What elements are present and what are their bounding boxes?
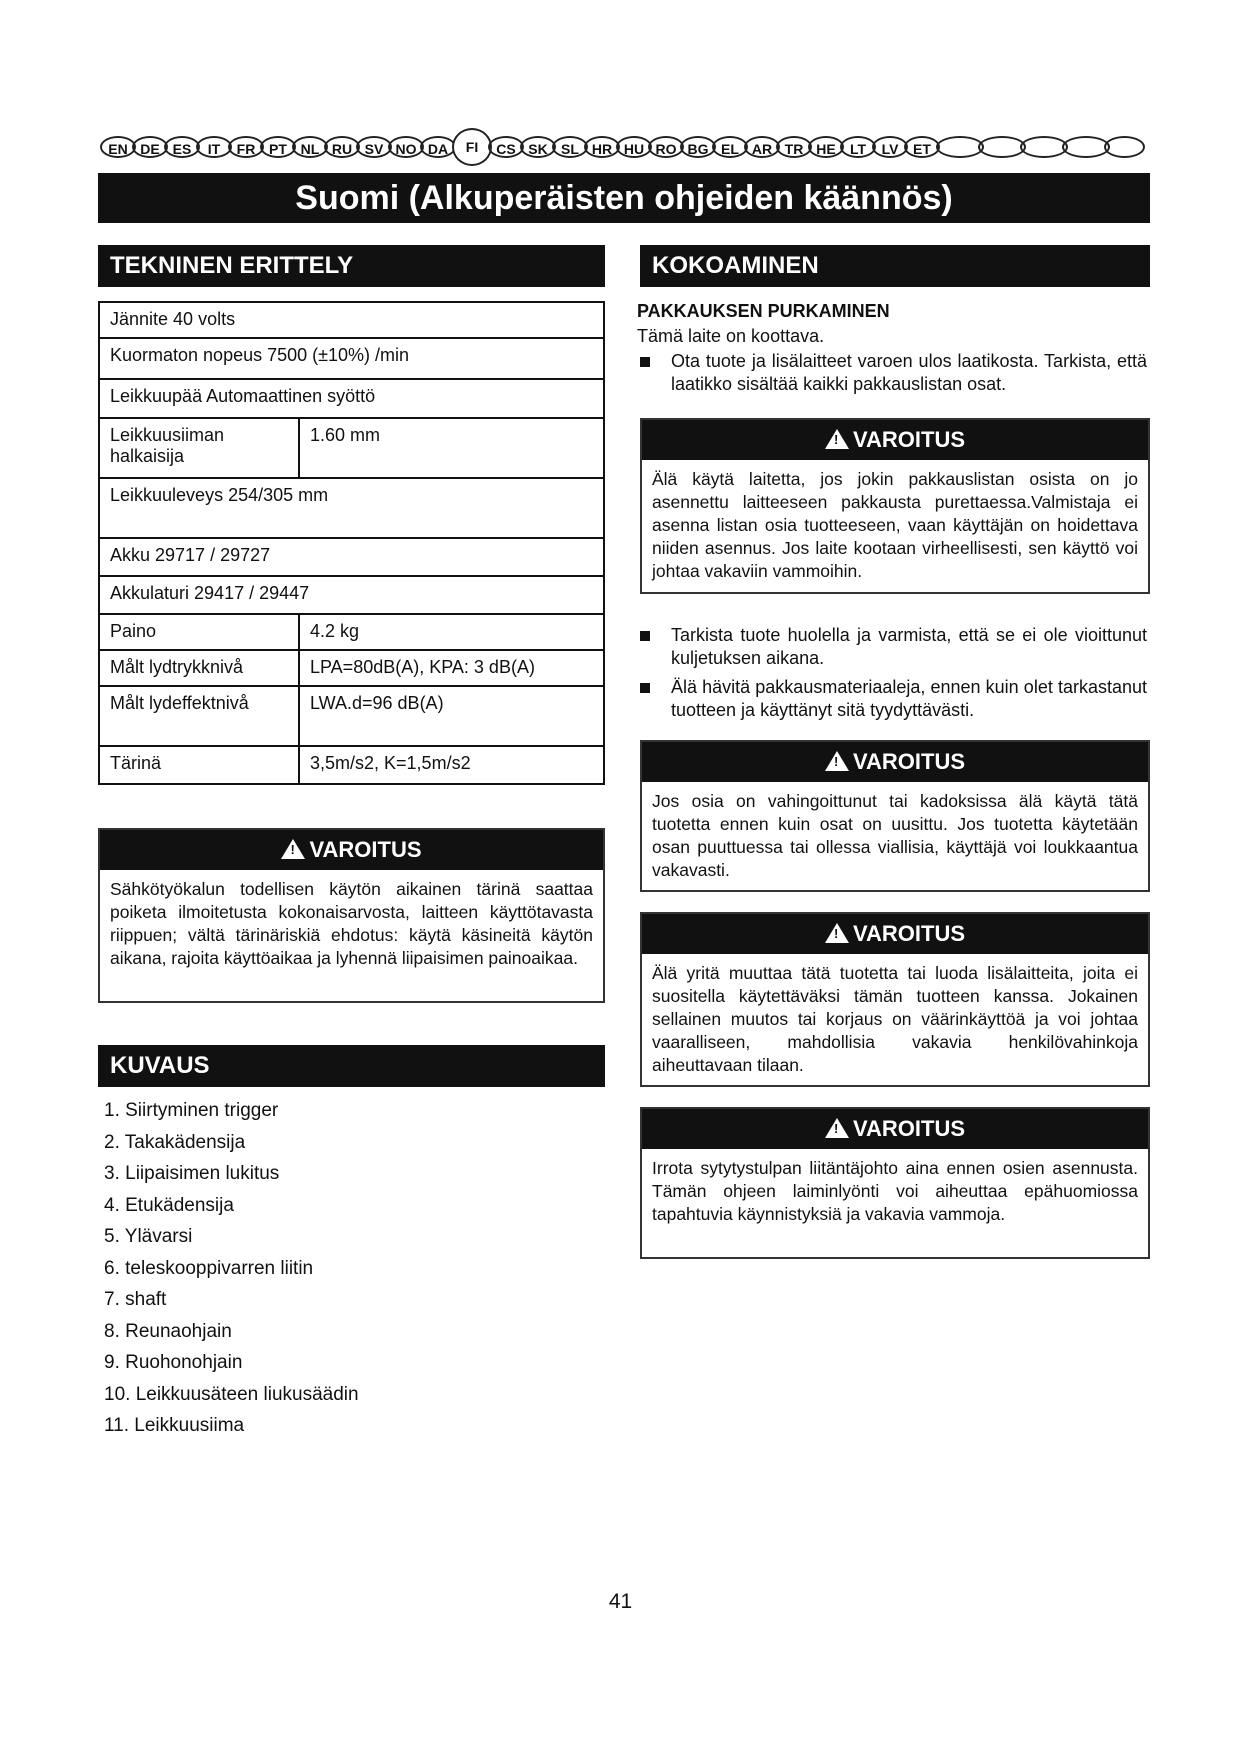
lang-tab-nl[interactable]: NL xyxy=(292,136,328,158)
warning-text: Irrota sytytystulpan liitäntäjohto aina ennen osien asennusta. Tämän ohjeen laiminlyönti voi aiheuttaa epähuomiossa tapahtuvia käynnistyksiä ja vakavia vammoja. xyxy=(652,1158,1138,1224)
lang-tab-empty xyxy=(978,136,1026,158)
table-row xyxy=(99,746,604,784)
warning-triangle-icon xyxy=(825,751,849,771)
lang-tab-hu[interactable]: HU xyxy=(616,136,652,158)
lang-tab-et[interactable]: ET xyxy=(904,136,940,158)
lang-tab-empty xyxy=(1062,136,1110,158)
list-item: 6. teleskooppivarren liitin xyxy=(104,1257,314,1279)
lang-tab-cs[interactable]: CS xyxy=(488,136,524,158)
lang-tab-empty xyxy=(1020,136,1068,158)
lang-tab-bg[interactable]: BG xyxy=(680,136,716,158)
spec-cell: Jännite 40 volts xyxy=(99,302,604,338)
warning-title: VAROITUS xyxy=(852,749,966,774)
lang-tab-ru[interactable]: RU xyxy=(324,136,360,158)
table-row xyxy=(99,478,604,538)
lang-tab-hr[interactable]: HR xyxy=(584,136,620,158)
parts-list xyxy=(104,1095,359,1442)
spec-cell: Leikkuupää Automaattinen syöttö xyxy=(99,379,604,418)
bullet-square-icon xyxy=(640,357,650,367)
spec-cell: Akkulaturi 29417 / 29447 xyxy=(99,576,604,614)
list-item: 5. Ylävarsi xyxy=(104,1226,193,1247)
unpacking-section xyxy=(637,300,1147,396)
warning-triangle-icon xyxy=(825,1118,849,1138)
list-item: 3. Liipaisimen lukitus xyxy=(104,1163,280,1184)
modification-warning-box xyxy=(640,912,1150,1087)
spec-value: 4.2 kg xyxy=(299,614,604,650)
assembly-heading: KOKOAMINEN xyxy=(640,245,1150,287)
unpacking-intro: Tämä laite on koottava. xyxy=(637,326,825,346)
description-heading: KUVAUS xyxy=(98,1045,605,1087)
warning-text: Sähkötyökalun todellisen käytön aikainen tärinä saattaa poiketa ilmoitetusta kokonaisarvosta, laitteen käyttötavasta riippuen; vältä tärinäriskiä ehdotus: käytä käsineitä käytön aikana, rajoita käyttöaikaa ja lyhennä liipaisimen painoaikaa. xyxy=(110,879,593,968)
list-item: 7. shaft xyxy=(104,1289,167,1310)
warning-header xyxy=(100,830,603,870)
spark-plug-warning-box xyxy=(640,1107,1150,1259)
list-item: 2. Takakädensija xyxy=(104,1131,246,1153)
list-item: 1. Siirtyminen trigger xyxy=(104,1100,279,1121)
lang-tab-tr[interactable]: TR xyxy=(776,136,812,158)
table-row xyxy=(99,338,604,379)
spec-value: LPA=80dB(A), KPA: 3 dB(A) xyxy=(299,650,604,686)
spec-value: 3,5m/s2, K=1,5m/s2 xyxy=(299,746,604,784)
spec-value: LWA.d=96 dB(A) xyxy=(299,686,604,746)
table-row xyxy=(99,418,604,478)
warning-title: VAROITUS xyxy=(852,427,966,452)
spec-cell: Leikkuuleveys 254/305 mm xyxy=(99,478,604,538)
warning-text: Jos osia on vahingoittunut tai kadoksissa älä käytä tätä tuotetta ennen kuin osat on uusittu. Jos tuotetta käytetään osan puuttuessa tai ollessa viallisia, käyttäjä voi loukkaantua vakavasti. xyxy=(652,791,1138,880)
warning-triangle-icon xyxy=(281,839,305,859)
lang-tab-it[interactable]: IT xyxy=(196,136,232,158)
lang-tab-empty xyxy=(936,136,984,158)
inspection-bullets xyxy=(637,624,1147,722)
list-item: 8. Reunaohjain xyxy=(104,1320,232,1342)
bullet-text: Ota tuote ja lisälaitteet varoen ulos laatikosta. Tarkista, että laatikko sisältää kaikki pakkauslistan osat. xyxy=(671,351,1147,394)
lang-tab-lv[interactable]: LV xyxy=(872,136,908,158)
assembly-warning-box xyxy=(640,418,1150,594)
list-item: 9. Ruohonohjain xyxy=(104,1352,243,1373)
lang-tab-sv[interactable]: SV xyxy=(356,136,392,158)
bullet-item xyxy=(637,676,1147,722)
bullet-text: Tarkista tuote huolella ja varmista, että se ei ole vioittunut kuljetuksen aikana. xyxy=(671,625,1147,668)
lang-tab-he[interactable]: HE xyxy=(808,136,844,158)
lang-tab-en[interactable]: EN xyxy=(100,136,136,158)
table-row xyxy=(99,686,604,746)
table-row xyxy=(99,379,604,418)
lang-tab-sl[interactable]: SL xyxy=(552,136,588,158)
bullet-square-icon xyxy=(640,683,650,693)
lang-tab-empty xyxy=(1104,136,1145,158)
lang-tab-lt[interactable]: LT xyxy=(840,136,876,158)
warning-header xyxy=(642,914,1148,954)
lang-tab-da[interactable]: DA xyxy=(420,136,456,158)
lang-tab-de[interactable]: DE xyxy=(132,136,168,158)
lang-tab-no[interactable]: NO xyxy=(388,136,424,158)
damaged-parts-warning-box xyxy=(640,740,1150,892)
lang-tab-ar[interactable]: AR xyxy=(744,136,780,158)
table-row xyxy=(99,650,604,686)
bullet-square-icon xyxy=(640,631,650,641)
spec-heading: TEKNINEN ERITTELY xyxy=(98,245,605,287)
page-title: Suomi (Alkuperäisten ohjeiden käännös) xyxy=(98,173,1150,223)
spec-value: 1.60 mm xyxy=(299,418,604,478)
warning-triangle-icon xyxy=(825,429,849,449)
lang-tab-es[interactable]: ES xyxy=(164,136,200,158)
lang-tab-el[interactable]: EL xyxy=(712,136,748,158)
warning-text: Älä yritä muuttaa tätä tuotetta tai luoda lisälaitteita, joita ei suositella käytettäväksi tämän tuotteen kanssa. Jokainen sellainen muutos tai korjaus on väärinkäyttöä ja voi johtaa vaaralliseen, mahdollisia vakavia henkilövahinkoja aiheuttavaan tilaan. xyxy=(652,963,1138,1075)
spec-cell: Kuormaton nopeus 7500 (±10%) /min xyxy=(99,338,604,379)
list-item: 4. Etukädensija xyxy=(104,1194,234,1216)
warning-title: VAROITUS xyxy=(852,921,966,946)
lang-tab-pt[interactable]: PT xyxy=(260,136,296,158)
spec-label: Paino xyxy=(99,614,299,650)
warning-header xyxy=(642,1109,1148,1149)
lang-tab-sk[interactable]: SK xyxy=(520,136,556,158)
spec-cell: Akku 29717 / 29727 xyxy=(99,538,604,576)
table-row xyxy=(99,538,604,576)
spec-label: Målt lydtrykknivå xyxy=(99,650,299,686)
warning-header xyxy=(642,420,1148,460)
vibration-warning-box xyxy=(98,828,605,1003)
warning-triangle-icon xyxy=(825,923,849,943)
warning-title: VAROITUS xyxy=(309,837,422,862)
language-tab-bar xyxy=(100,136,1145,160)
bullet-item xyxy=(637,624,1147,670)
list-item: 11. Leikkuusiima xyxy=(104,1415,245,1436)
lang-tab-fr[interactable]: FR xyxy=(228,136,264,158)
page-number: 41 xyxy=(608,1590,633,1613)
spec-label: Målt lydeffektnivå xyxy=(99,686,299,746)
spec-label: Leikkuusiiman halkaisija xyxy=(99,418,299,478)
table-row xyxy=(99,302,604,338)
warning-header xyxy=(642,742,1148,782)
warning-text: Älä käytä laitetta, jos jokin pakkauslistan osista on jo asennettu laitteeseen pakkausta purettaessa.Valmistaja ei asenna listan osia tuotteeseen, vaan käyttäjän on hoidettava niiden asennus. Jos laite kootaan virheellisesti, sen käyttö voi johtaa vakaviin vammoihin. xyxy=(652,469,1138,581)
list-item: 10. Leikkuusäteen liukusäädin xyxy=(104,1383,359,1405)
bullet-text: Älä hävitä pakkausmateriaaleja, ennen kuin olet tarkastanut tuotteen ja käyttänyt sitä tyydyttävästi. xyxy=(671,677,1147,720)
unpacking-subheading: PAKKAUKSEN PURKAMINEN xyxy=(637,301,890,321)
table-row xyxy=(99,576,604,614)
lang-tab-fi[interactable]: FI xyxy=(452,128,492,166)
spec-table xyxy=(98,301,605,785)
spec-label: Tärinä xyxy=(99,746,299,784)
warning-title: VAROITUS xyxy=(852,1116,966,1141)
bullet-item xyxy=(637,350,1147,396)
table-row xyxy=(99,614,604,650)
lang-tab-ro[interactable]: RO xyxy=(648,136,684,158)
